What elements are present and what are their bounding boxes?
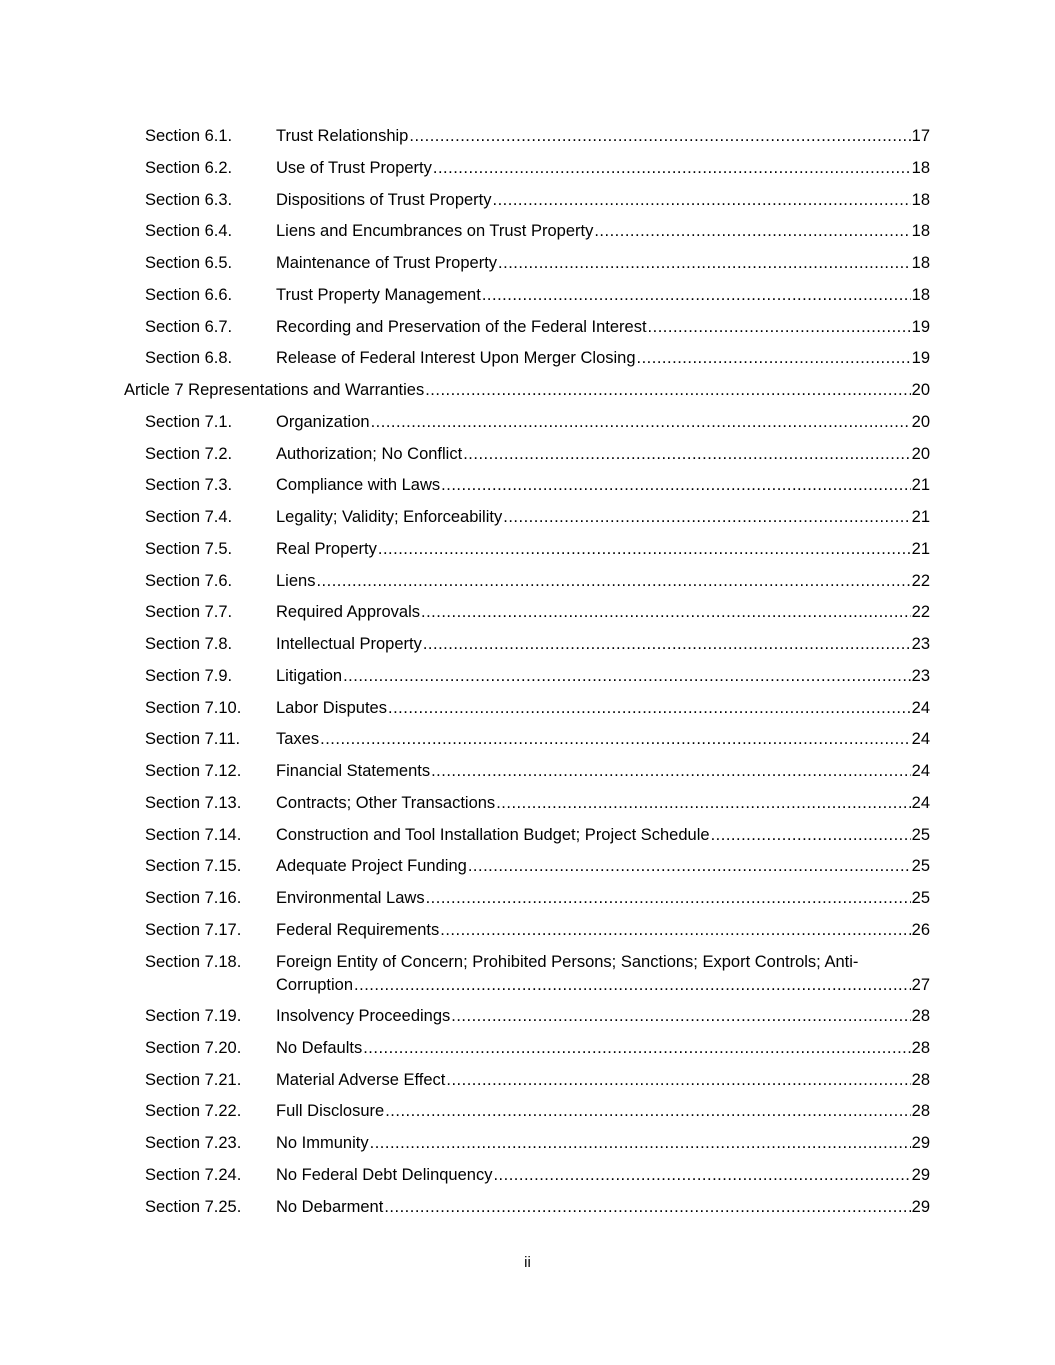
toc-section-entry[interactable]	[124, 281, 930, 313]
toc-entry-title-line1: Foreign Entity of Concern; Prohibited Persons; Sanctions; Export Controls; Anti-	[276, 952, 859, 971]
toc-page-number: 25	[911, 857, 930, 876]
toc-section-entry[interactable]	[124, 471, 930, 503]
toc-section-entry[interactable]	[124, 1002, 930, 1034]
toc-dot-leader	[440, 916, 910, 944]
toc-dot-leader	[363, 1034, 910, 1062]
toc-entry-line	[276, 598, 930, 626]
toc-page-number: 29	[911, 1197, 930, 1216]
toc-page-number: 26	[911, 920, 930, 939]
toc-entry-title: Recording and Preservation of the Federal Interest	[276, 317, 647, 336]
toc-section-entry[interactable]	[124, 1193, 930, 1225]
toc-entry-title: Legality; Validity; Enforceability	[276, 508, 503, 526]
toc-section-number: Section 6.1.	[145, 127, 233, 145]
toc-entry-title: Release of Federal Interest Upon Merger Closing	[276, 349, 636, 368]
toc-entry-title: Compliance with Laws	[276, 476, 441, 495]
toc-section-number: Section 7.12.	[145, 762, 242, 780]
toc-dot-leader	[423, 630, 911, 658]
toc-page-number: 18	[911, 254, 930, 272]
toc-entry-line	[276, 694, 930, 722]
toc-dot-leader	[388, 694, 911, 722]
toc-section-number: Section 7.13.	[145, 793, 242, 812]
toc-entry-line	[276, 154, 930, 182]
toc-section-number: Section 7.15.	[145, 857, 242, 876]
toc-dot-leader	[482, 281, 911, 309]
toc-section-number: Section 7.21.	[145, 1070, 242, 1089]
toc-page-number: 20	[911, 412, 930, 431]
toc-dot-leader	[637, 344, 911, 372]
toc-section-number: Section 7.14.	[145, 825, 242, 844]
toc-section-entry[interactable]	[124, 1097, 930, 1129]
toc-dot-leader	[463, 440, 910, 468]
toc-entry-line	[276, 440, 930, 468]
toc-dot-leader	[378, 535, 911, 563]
toc-section-entry[interactable]	[124, 884, 930, 916]
toc-dot-leader	[431, 757, 911, 785]
toc-entry-title: No Federal Debt Delinquency	[276, 1165, 493, 1184]
toc-entry-line	[276, 821, 930, 849]
toc-dot-leader	[320, 725, 911, 753]
toc-dot-leader	[343, 662, 911, 690]
toc-dot-leader	[316, 567, 910, 595]
toc-section-entry[interactable]	[124, 154, 930, 186]
toc-section-number: Section 7.6.	[145, 571, 233, 590]
toc-entry-title: Labor Disputes	[276, 698, 387, 717]
toc-entry-line	[276, 1066, 930, 1094]
toc-entry-title: Dispositions of Trust Property	[276, 190, 492, 209]
toc-section-entry[interactable]	[124, 757, 930, 789]
toc-section-number: Section 7.18.	[145, 952, 242, 971]
toc-page-number: 21	[911, 508, 930, 526]
toc-entry-title: Intellectual Property	[276, 635, 422, 653]
toc-dot-leader	[384, 1193, 910, 1221]
toc-page-number: 24	[911, 762, 930, 780]
toc-entry-line	[276, 1097, 930, 1125]
toc-section-entry[interactable]	[124, 186, 930, 218]
toc-section-number: Section 7.16.	[145, 889, 242, 907]
toc-entry-line	[276, 217, 930, 245]
toc-dot-leader	[441, 471, 910, 499]
toc-section-number: Section 7.5.	[145, 539, 233, 558]
toc-entry-title: Environmental Laws	[276, 889, 425, 907]
toc-dot-leader	[594, 217, 910, 245]
toc-entry-title: No Debarment	[276, 1197, 384, 1216]
toc-section-number: Section 7.23.	[145, 1134, 242, 1152]
toc-section-entry[interactable]	[124, 694, 930, 726]
toc-entry-title: No Immunity	[276, 1134, 369, 1152]
toc-section-number: Section 7.7.	[145, 603, 233, 622]
toc-entry-line	[276, 249, 930, 277]
toc-dot-leader	[426, 884, 911, 912]
toc-page-number: 18	[911, 222, 930, 241]
toc-section-number: Section 6.4.	[145, 222, 233, 241]
toc-section-number: Section 7.2.	[145, 444, 233, 463]
toc-entry-line	[276, 344, 930, 372]
toc-section-entry[interactable]	[124, 630, 930, 662]
page-number: ii	[524, 1254, 531, 1271]
toc-page-number: 18	[911, 285, 930, 304]
toc-section-number: Section 7.4.	[145, 508, 233, 526]
toc-section-entry[interactable]	[124, 440, 930, 472]
toc-section-number: Section 7.1.	[145, 412, 233, 431]
toc-section-number: Section 7.11.	[145, 730, 241, 749]
toc-page-number: 22	[911, 603, 930, 622]
toc-dot-leader	[370, 1129, 911, 1157]
toc-entry-line	[276, 281, 930, 309]
toc-dot-leader	[503, 503, 910, 531]
toc-entry-title: Financial Statements	[276, 762, 431, 780]
toc-section-number: Section 7.17.	[145, 920, 242, 939]
toc-dot-leader	[425, 376, 910, 404]
toc-entry-title: Article 7 Representations and Warranties	[124, 381, 425, 399]
toc-dot-leader	[421, 598, 911, 626]
toc-section-entry[interactable]	[124, 249, 930, 281]
toc-section-entry[interactable]	[124, 122, 930, 154]
toc-section-entry[interactable]	[124, 1066, 930, 1098]
toc-section-entry[interactable]	[124, 852, 930, 884]
toc-entry-line	[276, 122, 930, 150]
toc-entry-line	[276, 567, 930, 595]
toc-section-number: Section 7.8.	[145, 635, 233, 653]
toc-entry-title: Litigation	[276, 666, 343, 685]
toc-entry-title: Authorization; No Conflict	[276, 444, 463, 463]
toc-dot-leader	[409, 122, 910, 150]
toc-entry-line	[276, 757, 930, 785]
toc-entry-title: Taxes	[276, 730, 320, 749]
toc-section-entry[interactable]	[124, 217, 930, 249]
toc-section-entry[interactable]	[124, 567, 930, 599]
toc-entry-title: Trust Relationship	[276, 127, 409, 145]
toc-section-entry[interactable]	[124, 535, 930, 567]
toc-section-number: Section 6.3.	[145, 190, 233, 209]
toc-page-number: 19	[911, 349, 930, 368]
table-of-contents	[124, 122, 930, 1224]
toc-entry-line	[124, 376, 930, 404]
toc-entry-title: Corruption	[276, 975, 354, 994]
toc-entry-line	[276, 1129, 930, 1157]
toc-page-number: 28	[911, 1038, 930, 1057]
toc-page-number: 23	[911, 666, 930, 685]
toc-page-number: 21	[911, 539, 930, 558]
toc-page-number: 22	[911, 571, 930, 590]
toc-entry-title: Federal Requirements	[276, 920, 440, 939]
toc-entry-title: Adequate Project Funding	[276, 857, 467, 876]
toc-entry-title: Insolvency Proceedings	[276, 1007, 451, 1025]
toc-article-entry[interactable]	[124, 376, 930, 408]
toc-dot-leader	[468, 852, 911, 880]
toc-page-number: 27	[911, 975, 930, 994]
toc-section-number: Section 6.8.	[145, 349, 233, 368]
toc-entry-title: Organization	[276, 412, 370, 431]
toc-section-entry[interactable]	[124, 313, 930, 345]
toc-entry-line	[276, 916, 930, 944]
toc-entry-title: Liens and Encumbrances on Trust Property	[276, 222, 594, 241]
toc-entry-line	[276, 662, 930, 690]
toc-page-number: 17	[911, 127, 930, 145]
toc-section-number: Section 6.2.	[145, 158, 233, 177]
toc-entry-title: Construction and Tool Installation Budget; Project Schedule	[276, 825, 710, 844]
toc-section-entry[interactable]	[124, 948, 930, 1003]
toc-page-number: 29	[911, 1134, 930, 1152]
toc-entry-title: Full Disclosure	[276, 1102, 385, 1121]
toc-section-number: Section 7.19.	[145, 1007, 242, 1025]
toc-entry-line	[276, 884, 930, 912]
toc-section-number: Section 6.7.	[145, 317, 233, 336]
toc-entry-title: Liens	[276, 571, 316, 590]
toc-dot-leader	[451, 1002, 910, 1030]
toc-dot-leader	[371, 408, 911, 436]
toc-section-entry[interactable]	[124, 503, 930, 535]
toc-entry-line	[276, 1193, 930, 1221]
toc-page-number: 28	[911, 1070, 930, 1089]
toc-entry-title: Trust Property Management	[276, 285, 481, 304]
toc-entry-line	[276, 789, 930, 817]
toc-section-entry[interactable]	[124, 725, 930, 757]
toc-entry-title: Real Property	[276, 539, 377, 558]
toc-section-number: Section 7.25.	[145, 1197, 242, 1216]
toc-page-number: 18	[911, 190, 930, 209]
toc-entry-line	[276, 313, 930, 341]
toc-page-number: 21	[911, 476, 930, 495]
toc-entry-title: Required Approvals	[276, 603, 421, 622]
toc-dot-leader	[493, 186, 911, 214]
toc-page-number: 19	[911, 317, 930, 336]
toc-dot-leader	[648, 313, 911, 341]
toc-entry-line	[276, 852, 930, 880]
toc-entry-line	[276, 630, 930, 658]
toc-section-number: Section 7.24.	[145, 1165, 242, 1184]
toc-section-number: Section 7.22.	[145, 1102, 242, 1121]
toc-section-entry[interactable]	[124, 916, 930, 948]
toc-entry-line	[276, 971, 930, 999]
toc-dot-leader	[711, 821, 911, 849]
toc-section-entry[interactable]	[124, 1129, 930, 1161]
toc-entry-line	[276, 1034, 930, 1062]
toc-page-number: 28	[911, 1007, 930, 1025]
toc-page-number: 28	[911, 1102, 930, 1121]
toc-section-entry[interactable]	[124, 662, 930, 694]
toc-section-entry[interactable]	[124, 1034, 930, 1066]
toc-page-number: 20	[911, 381, 930, 399]
toc-section-entry[interactable]	[124, 408, 930, 440]
toc-entry-line	[276, 408, 930, 436]
toc-section-entry[interactable]	[124, 344, 930, 376]
toc-section-entry[interactable]	[124, 598, 930, 630]
toc-entry-line	[276, 471, 930, 499]
toc-entry-title: Maintenance of Trust Property	[276, 254, 498, 272]
toc-section-number: Section 7.20.	[145, 1038, 242, 1057]
toc-page-number: 20	[911, 444, 930, 463]
toc-entry-title: Material Adverse Effect	[276, 1070, 446, 1089]
toc-entry-line	[276, 503, 930, 531]
toc-entry-title: Contracts; Other Transactions	[276, 793, 496, 812]
toc-section-number: Section 7.9.	[145, 666, 233, 685]
toc-entry-line	[276, 1002, 930, 1030]
toc-dot-leader	[498, 249, 911, 277]
toc-page-number: 24	[911, 730, 930, 749]
toc-section-entry[interactable]	[124, 789, 930, 821]
toc-section-entry[interactable]	[124, 1161, 930, 1193]
toc-entry-title: Use of Trust Property	[276, 158, 432, 177]
toc-page-number: 24	[911, 698, 930, 717]
toc-entry-line	[276, 1161, 930, 1189]
toc-page-number: 18	[911, 158, 930, 177]
toc-page-number: 25	[911, 889, 930, 907]
toc-page-number: 23	[911, 635, 930, 653]
toc-entry-line	[276, 186, 930, 214]
toc-dot-leader	[496, 789, 910, 817]
toc-section-entry[interactable]	[124, 821, 930, 853]
toc-page-number: 24	[911, 793, 930, 812]
toc-page-number: 25	[911, 825, 930, 844]
toc-dot-leader	[354, 971, 911, 999]
toc-entry-line	[276, 535, 930, 563]
toc-section-number: Section 7.10.	[145, 698, 242, 717]
toc-entry-line	[276, 725, 930, 753]
toc-section-number: Section 6.5.	[145, 254, 233, 272]
toc-entry-title: No Defaults	[276, 1038, 363, 1057]
toc-dot-leader	[385, 1097, 910, 1125]
toc-dot-leader	[493, 1161, 910, 1189]
toc-section-number: Section 7.3.	[145, 476, 233, 495]
toc-dot-leader	[433, 154, 911, 182]
toc-dot-leader	[446, 1066, 910, 1094]
toc-section-number: Section 6.6.	[145, 285, 233, 304]
toc-page-number: 29	[911, 1165, 930, 1184]
